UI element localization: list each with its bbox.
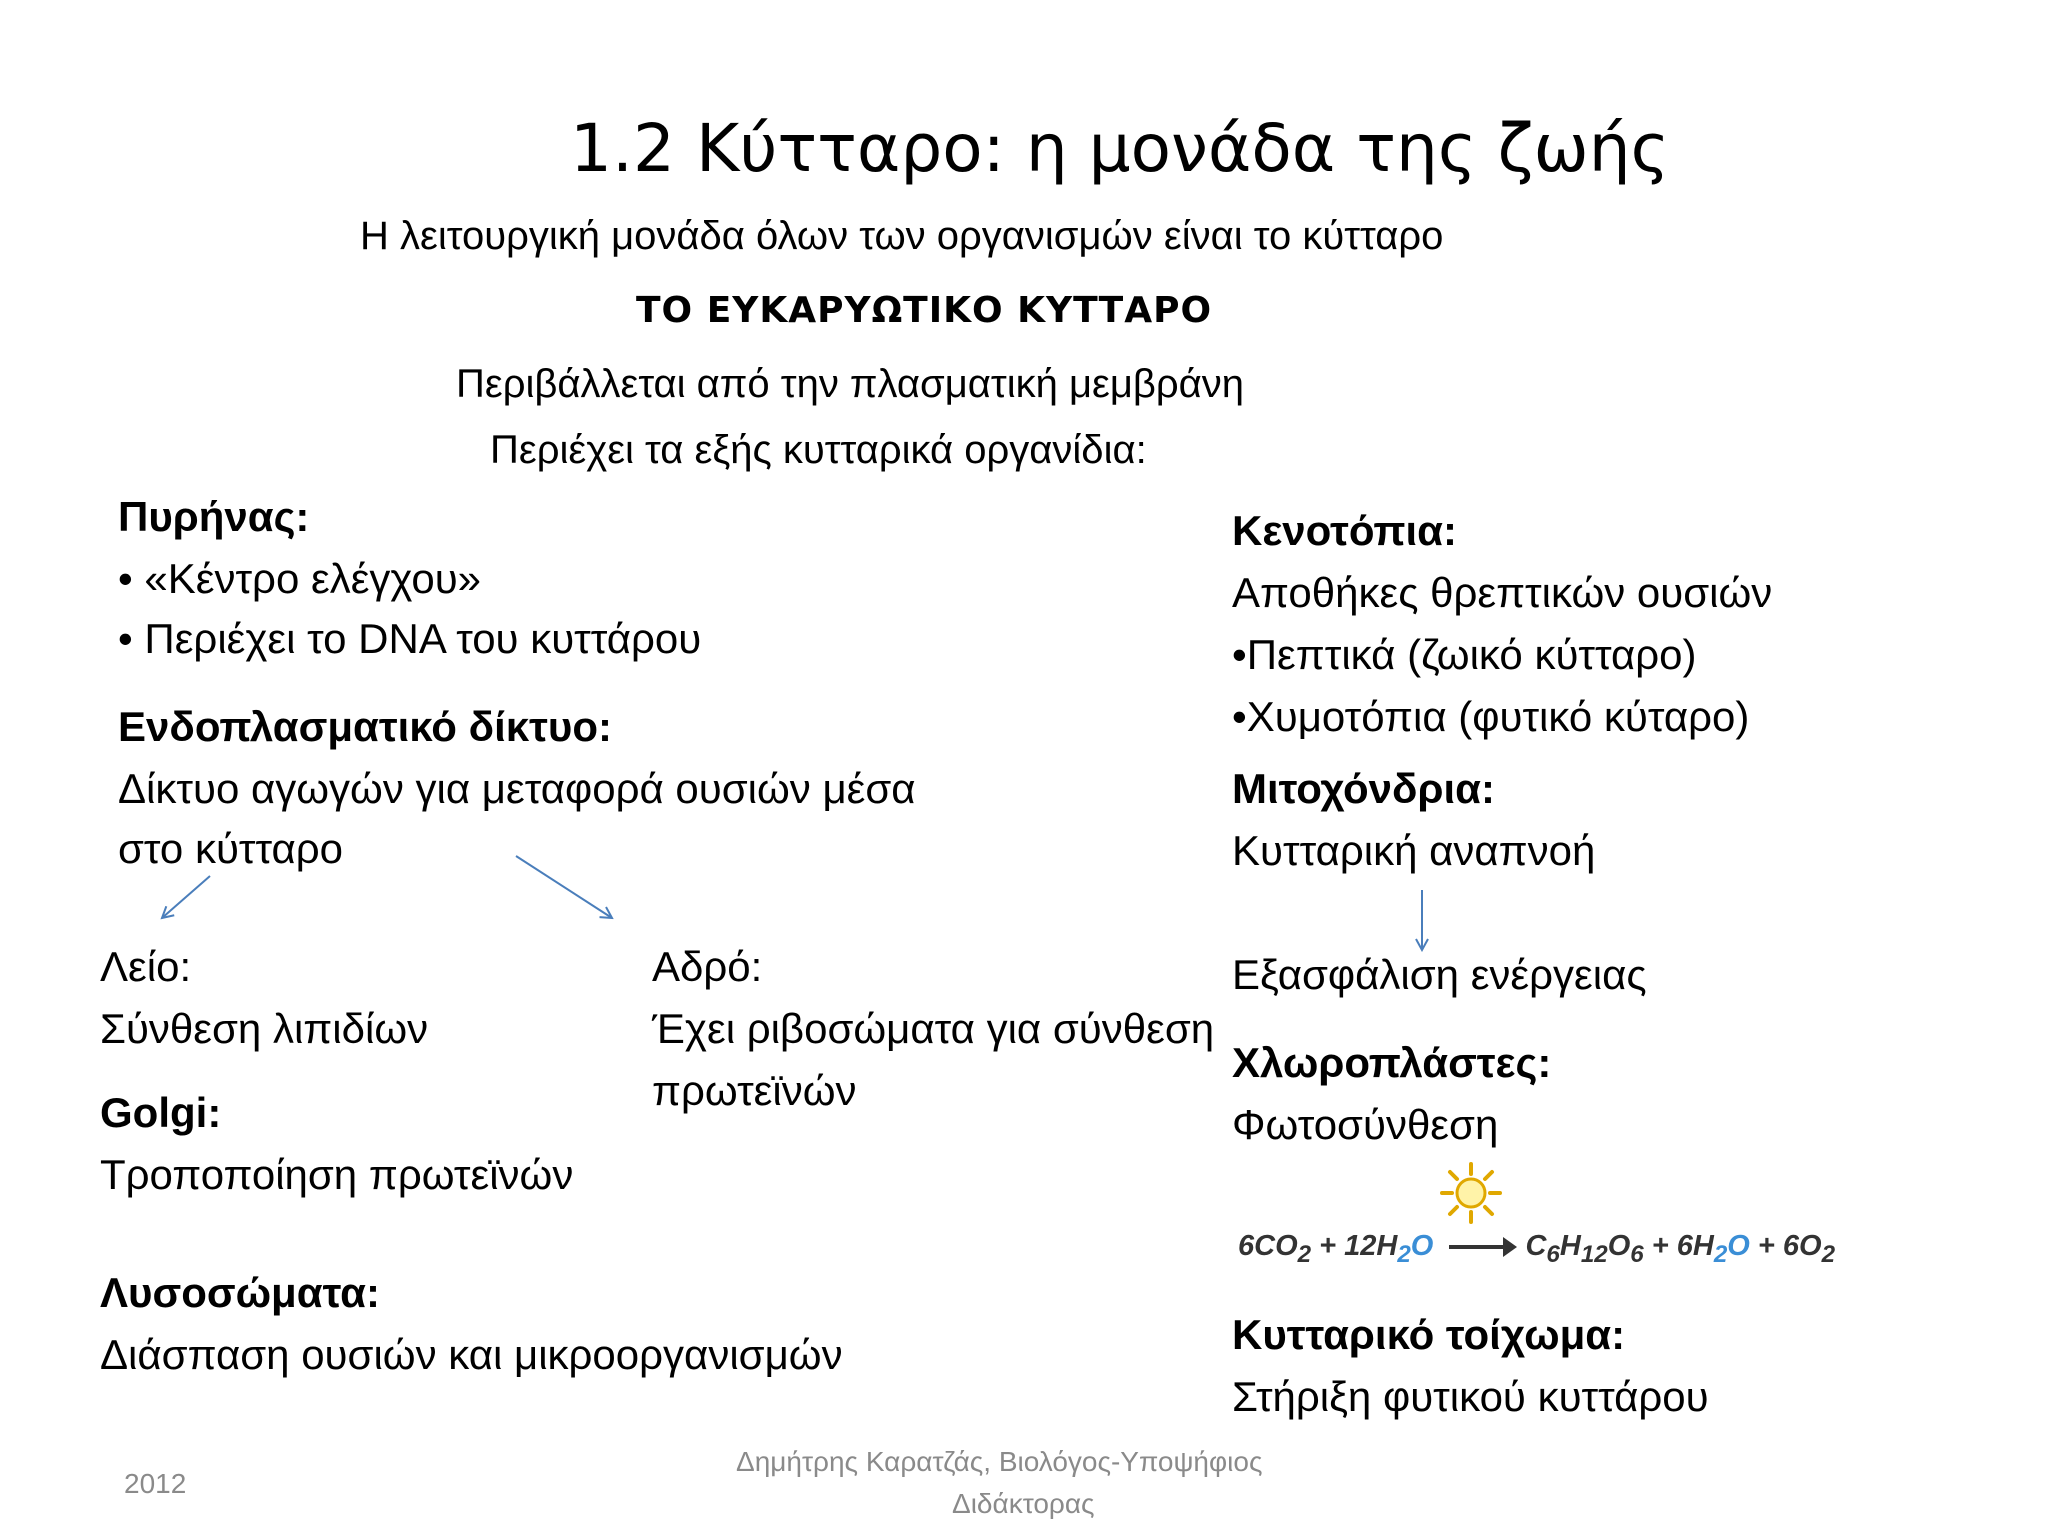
vacuoles-bullet-1-text: Πεπτικά (ζωικό κύτταρο): [1246, 631, 1697, 678]
nucleus-bullet-2: • Περιέχει το DNA του κυττάρου: [118, 615, 702, 662]
rough-er-heading: Αδρό:: [652, 943, 763, 990]
smooth-er-heading: Λείο:: [100, 943, 192, 990]
section-heading: ΤΟ ΕΥΚΑΡΥΩΤΙΚΟ ΚΥΤΤΑΡΟ: [636, 290, 1213, 331]
eq-h2o-o: O: [1410, 1230, 1434, 1262]
nucleus-heading: Πυρήνας:: [118, 493, 310, 540]
mitochondria-result: Εξασφάλιση ενέργειας: [1232, 951, 1647, 998]
vacuoles-bullet-2-text: Χυμοτόπια (φυτικό κύταρο): [1246, 693, 1750, 740]
nucleus-bullet-2-text: Περιέχει το DNA του κυττάρου: [144, 615, 702, 662]
intro-line-2: Περιέχει τα εξής κυτταρικά οργανίδια:: [490, 428, 1147, 472]
footer-year: 2012: [124, 1468, 187, 1499]
rough-er-text-line-2: πρωτεϊνών: [652, 1067, 857, 1114]
vacuoles-bullet-2: •Χυμοτόπια (φυτικό κύταρο): [1232, 693, 1750, 740]
cell-wall-heading: Κυτταρικό τοίχωμα:: [1232, 1311, 1626, 1358]
vacuoles-heading: Κενοτόπια:: [1232, 507, 1457, 554]
eq-glucose-c-sub: 6: [1546, 1240, 1560, 1268]
eq-h2o-product-sub: 2: [1713, 1240, 1728, 1268]
nucleus-bullet-1: • «Κέντρο ελέγχου»: [118, 555, 482, 602]
mitochondria-text: Κυτταρική αναπνοή: [1232, 827, 1596, 874]
eq-plus-o2: + 6O: [1757, 1230, 1822, 1262]
lysosomes-heading: Λυσοσώματα:: [100, 1269, 380, 1316]
smooth-er-text: Σύνθεση λιπιδίων: [100, 1005, 429, 1052]
er-heading: Ενδοπλασματικό δίκτυο:: [118, 703, 612, 750]
er-text-line-2: στο κύτταρο: [118, 825, 344, 872]
footer-author-line-2: Διδάκτορας: [952, 1488, 1095, 1519]
eq-h2o-sub: 2: [1397, 1240, 1411, 1268]
er-text-line-1: Δίκτυο αγωγών για μεταφορά ουσιών μέσα: [118, 765, 916, 812]
slide-title: 1.2 Κύτταρο: η μονάδα της ζωής: [570, 110, 1670, 187]
eq-glucose-h: H: [1559, 1230, 1581, 1262]
cell-wall-text: Στήριξη φυτικού κυττάρου: [1232, 1373, 1709, 1420]
rough-er-text-line-1: Έχει ριβοσώματα για σύνθεση: [652, 1005, 1215, 1052]
eq-glucose-c: C: [1525, 1230, 1547, 1262]
arrow-to-smooth-er: [162, 876, 210, 918]
footer-author-line-1: Δημήτρης Καρατζάς, Βιολόγος-Υποψήφιος: [736, 1446, 1263, 1477]
eq-h2o-product-o: O: [1727, 1230, 1750, 1262]
eq-glucose-o-sub: 6: [1630, 1240, 1644, 1268]
eq-co2: 6CO: [1238, 1230, 1298, 1262]
eq-o2-sub: 2: [1821, 1240, 1836, 1268]
mitochondria-heading: Μιτοχόνδρια:: [1232, 765, 1495, 812]
chloroplasts-text: Φωτοσύνθεση: [1232, 1101, 1499, 1148]
eq-co2-sub: 2: [1297, 1240, 1312, 1268]
lysosomes-text: Διάσπαση ουσιών και μικροοργανισμών: [100, 1331, 843, 1378]
intro-line-1: Περιβάλλεται από την πλασματική μεμβράνη: [456, 362, 1245, 406]
nucleus-bullet-1-text: «Κέντρο ελέγχου»: [144, 555, 482, 602]
eq-glucose-h-sub: 12: [1580, 1240, 1608, 1268]
vacuoles-text: Αποθήκες θρεπτικών ουσιών: [1232, 569, 1773, 616]
golgi-text: Τροποποίηση πρωτεϊνών: [100, 1151, 574, 1198]
eq-plus-h2o-product: + 6H: [1651, 1230, 1714, 1262]
slide-subtitle: Η λειτουργική μονάδα όλων των οργανισμών είναι το κύτταρο: [360, 214, 1444, 258]
chloroplasts-heading: Χλωροπλάστες:: [1232, 1039, 1552, 1086]
eq-glucose-o: O: [1607, 1230, 1631, 1262]
arrow-to-rough-er: [516, 856, 612, 918]
eq-plus-h2o: + 12H: [1319, 1230, 1398, 1262]
vacuoles-bullet-1: •Πεπτικά (ζωικό κύτταρο): [1232, 631, 1697, 678]
golgi-heading: Golgi:: [100, 1089, 222, 1136]
